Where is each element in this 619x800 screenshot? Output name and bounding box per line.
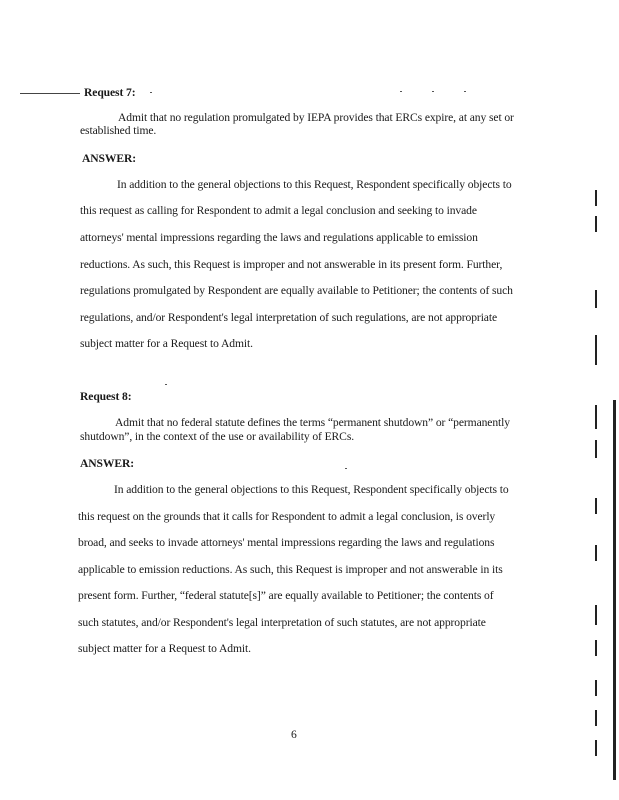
request-7-heading: Request 7: bbox=[84, 86, 136, 99]
request-7-answer-line: regulations, and/or Respondent's legal interpretation of such regulations, are not appropriate bbox=[80, 311, 498, 324]
scan-artifact bbox=[595, 190, 597, 206]
request-7-answer-line: subject matter for a Request to Admit. bbox=[80, 337, 253, 350]
scan-artifact bbox=[165, 384, 167, 385]
scan-artifact bbox=[400, 91, 402, 92]
request-7-text: established time. bbox=[80, 124, 157, 137]
scan-artifact bbox=[432, 91, 434, 92]
scan-artifact bbox=[595, 335, 597, 365]
scan-artifact bbox=[595, 605, 597, 625]
scan-artifact bbox=[595, 740, 597, 756]
request-7-answer-heading: ANSWER: bbox=[82, 152, 137, 165]
scan-artifact bbox=[595, 640, 597, 656]
request-8-answer-line: this request on the grounds that it calls for Respondent to admit a legal conclusion, is overly bbox=[78, 510, 496, 523]
request-8-text: Admit that no federal statute defines the terms “permanent shutdown” or “permanently bbox=[115, 416, 510, 429]
scan-artifact bbox=[595, 290, 597, 308]
scan-artifact bbox=[595, 498, 597, 514]
scan-artifact bbox=[464, 91, 466, 92]
scan-artifact bbox=[20, 93, 80, 94]
scan-artifact bbox=[595, 440, 597, 458]
request-8-text: shutdown”, in the context of the use or availability of ERCs. bbox=[80, 430, 355, 443]
request-8-heading: Request 8: bbox=[80, 390, 132, 403]
request-8-answer-line: broad, and seeks to invade attorneys' mental impressions regarding the laws and regulations bbox=[78, 536, 495, 549]
scan-artifact bbox=[150, 92, 152, 93]
request-7-answer-line: In addition to the general objections to this Request, Respondent specifically objects to bbox=[117, 178, 512, 191]
request-7-answer-line: reductions. As such, this Request is improper and not answerable in its present form. Further, bbox=[80, 258, 503, 271]
scan-artifact bbox=[595, 545, 597, 561]
request-8-answer-line: In addition to the general objections to this Request, Respondent specifically objects to bbox=[114, 483, 509, 496]
request-8-answer-line: present form. Further, “federal statute[s]” are equally available to Petitioner; the contents of bbox=[78, 589, 494, 602]
request-8-answer-line: subject matter for a Request to Admit. bbox=[78, 642, 251, 655]
scan-artifact bbox=[595, 405, 597, 429]
scan-artifact bbox=[595, 710, 597, 726]
request-8-answer-heading: ANSWER: bbox=[80, 457, 135, 470]
request-7-answer-line: this request as calling for Respondent to admit a legal conclusion and seeking to invade bbox=[80, 204, 477, 217]
scan-artifact bbox=[595, 680, 597, 696]
scan-artifact bbox=[595, 216, 597, 232]
request-8-answer-line: such statutes, and/or Respondent's legal interpretation of such statutes, are not appropriate bbox=[78, 616, 486, 629]
page-number: 6 bbox=[291, 728, 297, 741]
scan-artifact bbox=[345, 468, 347, 469]
request-7-text: Admit that no regulation promulgated by IEPA provides that ERCs expire, at any set or bbox=[118, 111, 514, 124]
request-8-answer-line: applicable to emission reductions. As such, this Request is improper and not answerable in its bbox=[78, 563, 503, 576]
request-7-answer-line: regulations promulgated by Respondent are equally available to Petitioner; the contents of such bbox=[80, 284, 513, 297]
request-7-answer-line: attorneys' mental impressions regarding the laws and regulations applicable to emission bbox=[80, 231, 478, 244]
scan-artifact bbox=[613, 400, 616, 780]
